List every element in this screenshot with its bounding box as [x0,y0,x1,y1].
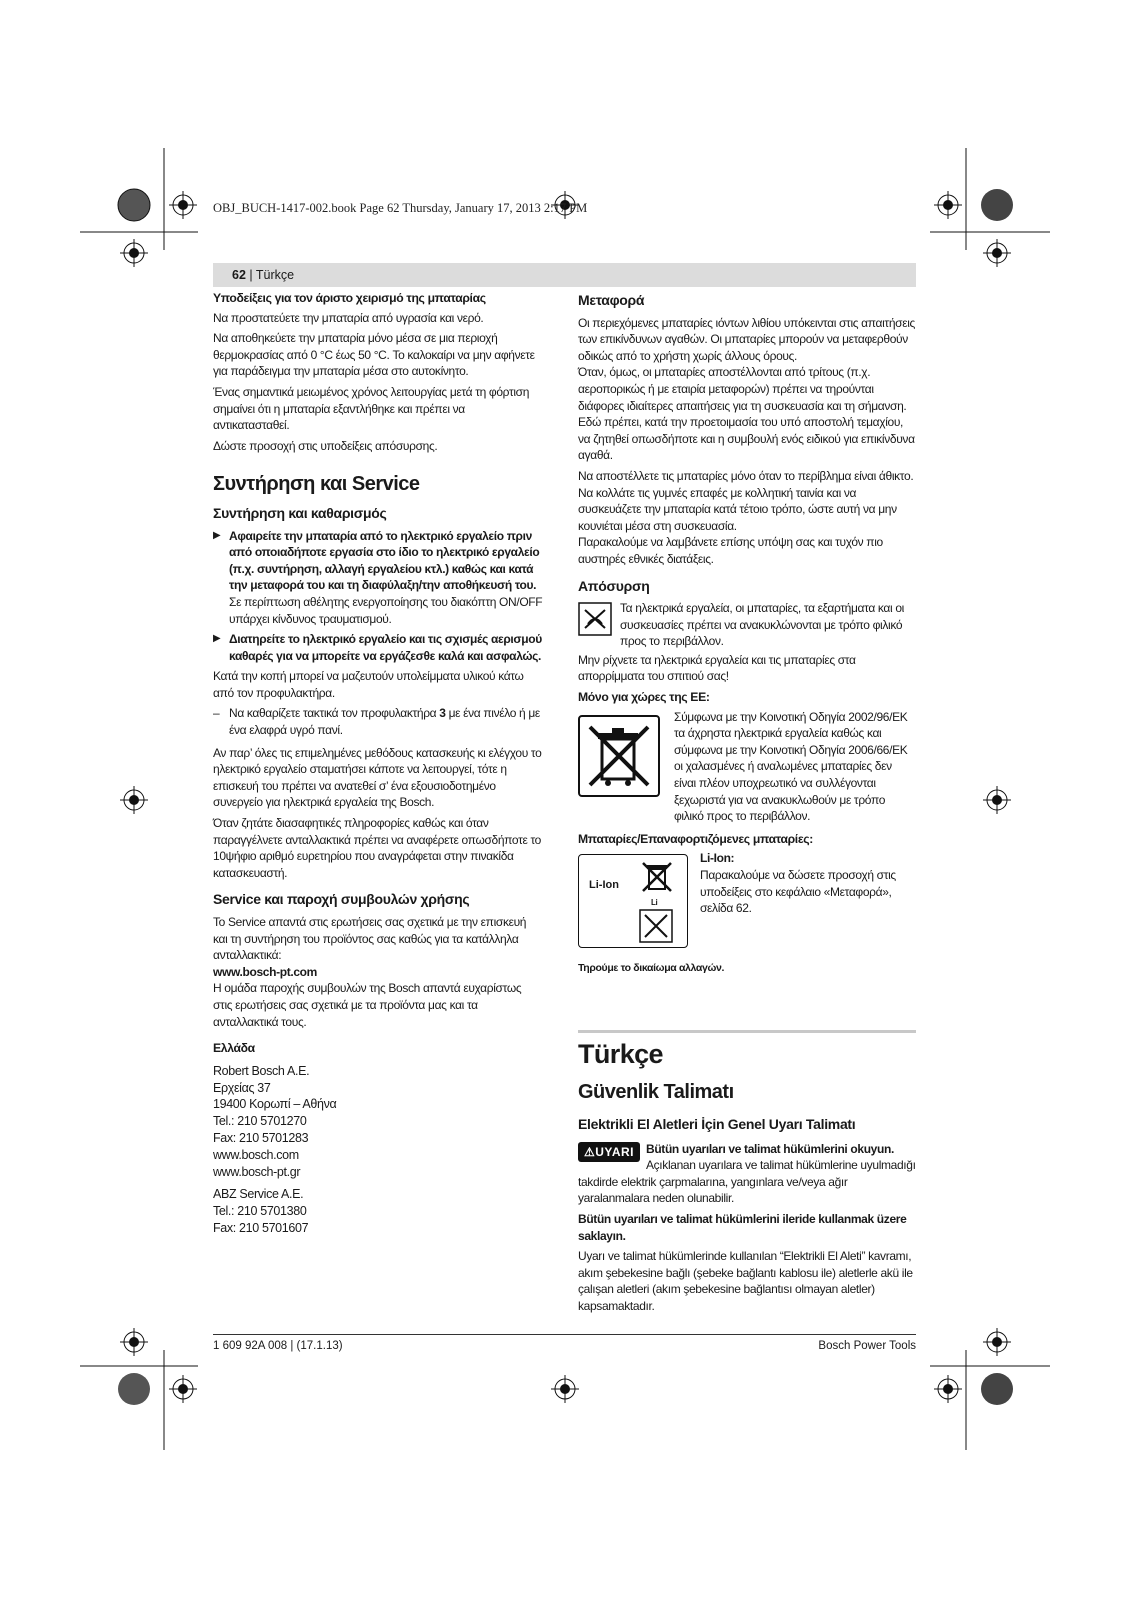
battery-p3: Ένας σημαντικά μειωμένος χρόνος λειτουργίας μετά τη φόρτιση σημαίνει ότι η μπαταρία εξαντλήθηκε και πρέπει να αντικατασταθεί. [213,384,530,433]
warning-badge: ⚠UYARI [578,1142,640,1163]
batteries-title: Μπαταρίες/Επαναφορτιζόμενες μπαταρίες: [578,831,813,846]
service-title: Service και παροχή συμβουλών χρήσης [213,891,470,908]
address-1: Robert Bosch A.E. Ερχείας 37 19400 Κορωπί – Αθήνα Tel.: 210 5701270 Fax: 210 5701283 www.bosch.com www.bosch-pt.gr [213,1063,337,1179]
crossed-bin-icon [639,859,675,895]
battery-p1: Να προστατεύετε την μπαταρία από υγρασία και νερό. [213,310,484,325]
reserve-note: Τηρούμε το δικαίωμα αλλαγών. [578,962,725,975]
service-url: www.bosch-pt.com [213,964,317,979]
service-p2: Η ομάδα παροχής συμβουλών της Bosch απαντά ευχαρίστως στις ερωτήσεις σας σχετικά με τα προϊόντα μας και τα ανταλλακτικά τους. [213,981,522,1029]
disposal-p2: Μην ρίχνετε τα ηλεκτρικά εργαλεία και τις μπαταρίες στα απορρίμματα του σπιτιού σας! [578,652,856,684]
liion-label: Li-Ion [589,879,619,892]
warning-paragraph: ⚠UYARI Bütün uyarıları ve talimat hükümlerini okuyun. Açıklanan uyarılara ve talimat hükümlerine uyulmadığı takdirde elektrik çarpmalarına, yangınlara ve/veya ağır yaralanmalara neden olunabilir. [578,1141,916,1206]
weee-bin-icon [578,715,660,797]
bullet-1: ▶ Αφαιρείτε την μπαταρία από το ηλεκτρικό εργαλείο πριν από οποιαδήποτε εργασία στο ίδιο το ηλεκτρικό εργαλείο (π.χ. συντήρηση, αλλαγή εργαλείου κτλ.) καθώς και κατά την μεταφορά του και τη διαφύλαξη/την αποθήκευσή του. Σε περίπτωση αθέλητης ενεργοποίησης του διακόπτη ON/OFF υπάρχει κίνδυνος τραυματισμού. [213,528,543,628]
liion-symbol-box [578,854,688,948]
footer-doc-number: 1 609 92A 008 | (17.1.13) [213,1340,343,1352]
recycle-battery-icon [639,909,673,943]
tool-definition: Uyarı ve talimat hükümlerinde kullanılan “Elektrikli El Aleti” kavramı, akım şebekesine bağlı (şebeke bağlantı kablosu ile) aletlerle akü ile çalışan aletleri (akım şebekesine bağlantısı olmayan aletler) kapsamaktadır. [578,1249,913,1313]
transport-p1: Οι περιεχόμενες μπαταρίες ιόντων λιθίου υπόκεινται στις απαιτήσεις των επικίνδυνων αγαθών. Οι μπαταρίες μπορούν να μεταφερθούν οδικώς από το χρήστη χωρίς άλλους όρους. [578,315,915,363]
bullet-2: ▶ Διατηρείτε το ηλεκτρικό εργαλείο και τις σχισμές αερισμού καθαρές για να μπορείτε να εργάζεσθε καλά και ασφαλώς. [213,631,543,664]
liion-p: Παρακαλούμε να δώσετε προσοχή στις υποδείξεις στο κεφάλαιο «Μεταφορά», σελίδα 62. [700,868,896,916]
transport-title: Μεταφορά [578,292,645,308]
service-p1: Το Service απαντά στις ερωτήσεις σας σχετικά με την επισκευή και τη συντήρηση του προϊόντος σας καθώς για τα κατάλληλα ανταλλακτικά: [213,915,527,963]
page-header: 62 | Türkçe [232,268,295,282]
keep-instructions: Bütün uyarıları ve talimat hükümlerini ileride kullanmak üzere saklayın. [578,1211,907,1243]
recycling-icon [578,602,612,636]
cleaning-p2: Αν παρ’ όλες τις επιμελημένες μεθόδους κατασκευής κι ελέγχου το ηλεκτρικό εργαλείο σταματήσει κάποτε να λειτουργεί, τότε η επισκευή του πρέπει να ανατεθεί σ’ ένα εξουσιοδοτημένο συνεργείο για ηλεκτρικά εργαλεία της Bosch. [213,745,542,810]
transport-p3: Να αποστέλλετε τις μπαταρίες μόνο όταν το περίβλημα είναι άθικτο. Να κολλάτε τις γυμνές επαφές με κολλητική ταινία και να συσκευάζετε την μπαταρία κατά τέτοιο τρόπο, ώστε αυτή να μην κουνιέται μέσα στη συσκευασία. [578,468,914,533]
liion-title: Li-Ion: [700,851,735,866]
left-column [213,290,543,1237]
page-header-bar [213,263,916,287]
battery-tips-title: Υποδείξεις για τον άριστο χειρισμό της μπαταρίας [213,291,486,305]
footer-brand: Bosch Power Tools [818,1340,916,1352]
disposal-title: Απόσυρση [578,577,650,594]
cleaning-p3: Όταν ζητάτε διασαφητικές πληροφορίες καθώς και όταν παραγγέλνετε ανταλλακτικά πρέπει να αναφέρετε οπωσδήποτε το 10ψήφιο αριθμό ευρετηρίου που αναγράφεται στην πινακίδα κατασκευαστή. [213,816,542,880]
page-number: 62 [232,268,246,282]
safety-title: Güvenlik Talimatı [578,1081,734,1103]
country-title: Ελλάδα [213,1041,255,1056]
cleaning-p1: Κατά την κοπή μπορεί να μαζευτούν υπολείμματα υλικού κάτω από τον προφυλακτήρα. [213,669,524,700]
transport-p4: Παρακαλούμε να λαμβάνετε επίσης υπόψη σας και τυχόν πιο αυστηρές εθνικές διατάξεις. [578,535,883,566]
turkish-section [578,1038,916,1319]
cleaning-title: Συντήρηση και καθαρισμός [213,504,387,521]
header-section: Türkçe [255,268,295,282]
turkish-title: Türkçe [578,1039,663,1069]
footer-rule [213,1334,916,1335]
eu-title: Μόνο για χώρες της ΕΕ: [578,690,710,705]
maintenance-title: Συντήρηση και Service [213,473,420,496]
print-info: OBJ_BUCH-1417-002.book Page 62 Thursday, January 17, 2013 2:17 PM [213,201,588,215]
section-rule [578,1030,916,1033]
disposal-block: Τα ηλεκτρικά εργαλεία, οι μπαταρίες, τα εξαρτήματα και οι συσκευασίες πρέπει να ανακυκλώνονται με τρόπο φιλικό προς το περιβάλλον. [578,600,916,650]
eu-block: Σύμφωνα με την Κοινοτική Οδηγία 2002/96/ΕΚ τα άχρηστα ηλεκτρικά εργαλεία καθώς και σύμφωνα με την Κοινοτική Οδηγία 2006/66/ΕΚ οι χαλασμένες ή αναλωμένες μπαταρίες δεν είναι πλέον υποχρεωτικό να συλλέγονται ξεχωριστά για να ανακυκλωθούν με τρόπο φιλικό προς το περιβάλλον. [578,709,916,825]
dash-item: – Να καθαρίζετε τακτικά τον προφυλακτήρα 3 με ένα πινέλο ή με ένα ελαφρά υγρό πανί. [213,705,543,738]
address-2: ABZ Service A.E. Tel.: 210 5701380 Fax: 210 5701607 [213,1187,309,1235]
general-warnings-title: Elektrikli El Aletleri İçin Genel Uyarı Talimatı [578,1116,856,1132]
right-column [578,290,916,977]
battery-p4: Δώστε προσοχή στις υποδείξεις απόσυρσης. [213,438,438,453]
li-small-label: Li [651,898,658,908]
liion-block [578,850,916,948]
battery-p2: Να αποθηκεύετε την μπαταρία μόνο μέσα σε μια περιοχή θερμοκρασίας από 0 °C έως 50 °C. Το καλοκαίρι να μην αφήνετε για παράδειγμα την μπαταρία μέσα στο αυτοκίνητο. [213,331,535,379]
transport-p2: Όταν, όμως, οι μπαταρίες αποστέλλονται από τρίτους (π.χ. αεροπορικώς ή με εταιρία μεταφορών) πρέπει να τηρούνται διάφορες ιδιαίτερες απαιτήσεις για τη συσκευασία και τη σήμανση. Εδώ πρέπει, κατά την προετοιμασία του υπό αποστολή τεμαχίου, να ζητηθεί οπωσδήποτε και η συμβουλή ενός ειδικού για επικίνδυνα αγαθά. [578,365,915,463]
